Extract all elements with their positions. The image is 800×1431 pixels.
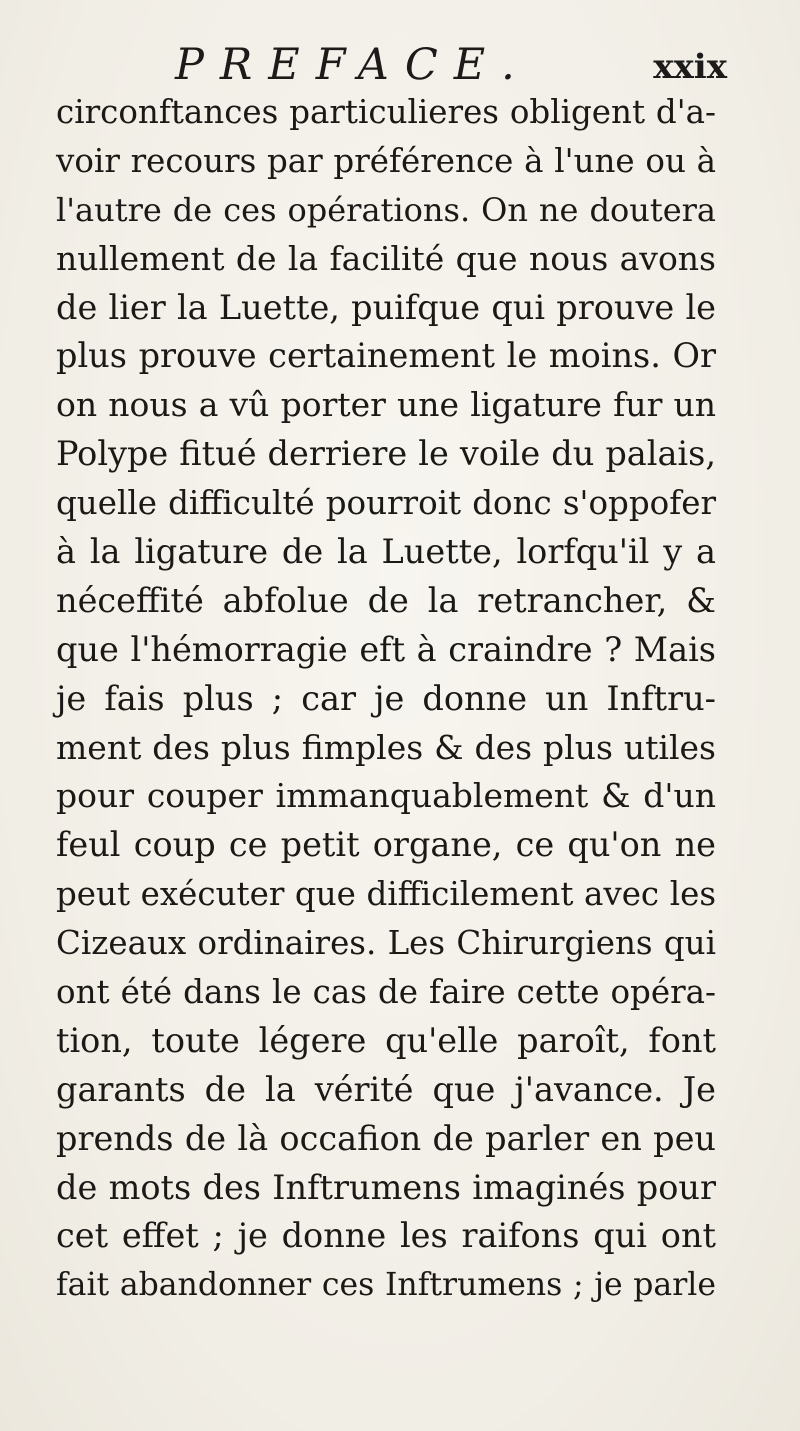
text-line: que l'hémorragie eft à craindre ? Mais: [56, 629, 716, 669]
text-line: ment des plus fimples & des plus utiles: [56, 727, 716, 767]
page-number: xxix: [653, 47, 727, 87]
text-line: ont été dans le cas de faire cette opéra-: [56, 973, 716, 1012]
text-line: Polype fitué derriere le voile du palais,: [56, 434, 716, 474]
text-line: nullement de la facilité que nous avons: [56, 238, 716, 278]
text-line: garants de la vérité que j'avance. Je: [56, 1069, 716, 1109]
text-line: l'autre de ces opérations. On ne doutera: [56, 190, 716, 229]
running-title: PREFACE.: [175, 40, 531, 90]
text-line: pour couper immanquablement & d'un: [56, 776, 716, 816]
text-line: feul coup ce petit organe, ce qu'on ne: [56, 825, 716, 865]
text-line: de mots des Inftrumens imaginés pour: [56, 1167, 716, 1207]
text-line: Cizeaux ordinaires. Les Chirurgiens qui: [56, 924, 716, 963]
page-header: [175, 40, 727, 90]
text-line: néceffité abfolue de la retrancher, &: [56, 580, 716, 620]
text-line: de lier la Luette, puifque qui prouve le: [56, 287, 716, 327]
text-line: on nous a vû porter une ligature fur un: [56, 385, 716, 425]
text-line: à la ligature de la Luette, lorfqu'il y a: [56, 532, 716, 572]
text-line: quelle difficulté pourroit donc s'oppofer: [56, 484, 716, 523]
text-line: prends de là occafion de parler en peu: [56, 1118, 716, 1158]
body-text: [56, 88, 716, 1310]
text-line: plus prouve certainement le moins. Or: [56, 336, 716, 376]
text-line: fait abandonner ces Inftrumens ; je parle: [56, 1267, 716, 1304]
text-line: circonftances particulieres obligent d'a-: [56, 93, 716, 131]
text-line: voir recours par préférence à l'une ou à: [56, 141, 716, 180]
text-line: tion, toute légere qu'elle paroît, font: [56, 1020, 716, 1060]
text-line: peut exécuter que difficilement avec les: [56, 875, 716, 914]
text-line: cet effet ; je donne les raifons qui ont: [56, 1216, 716, 1256]
text-line: je fais plus ; car je donne un Inftru-: [56, 678, 716, 718]
